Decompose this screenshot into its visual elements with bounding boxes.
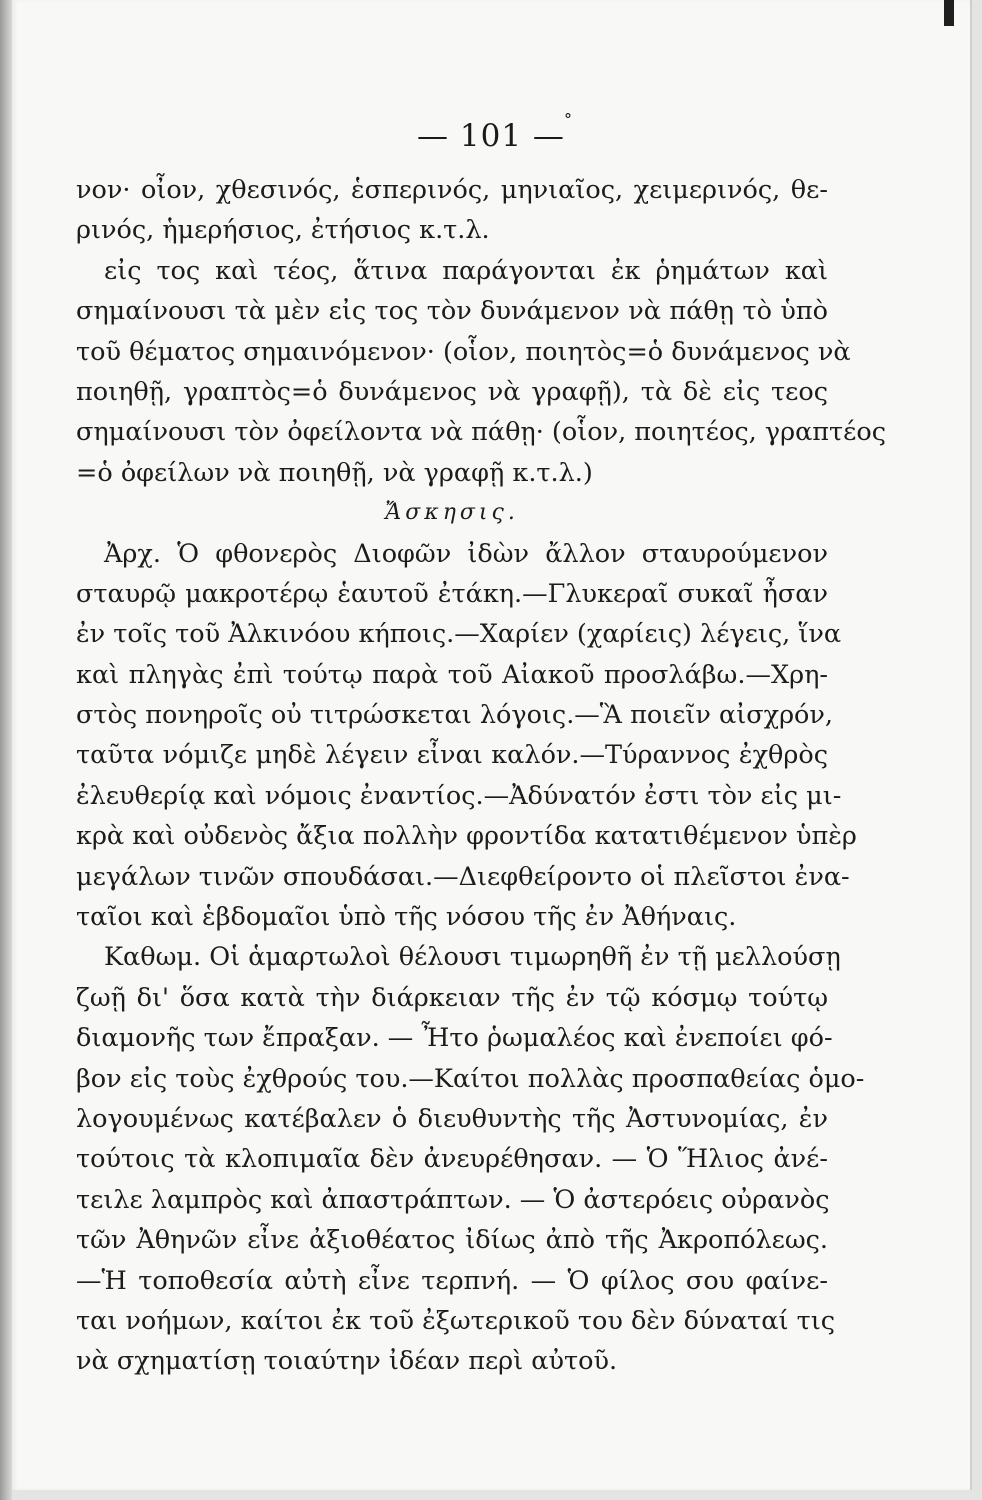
- text-line: ταῦτα νόμιζε μηδὲ λέγειν εἶναι καλόν.—Τύραννος ἐχθρὸς: [76, 740, 828, 771]
- body-text: [76, 170, 886, 1382]
- text-line: σημαίνουσι τὸν ὀφείλοντα νὰ πάθῃ· (οἷον, ποιητέος, γραπτέος: [76, 417, 886, 448]
- text-line: σημαίνουσι τὰ μὲν εἰς τος τὸν δυνάμενον νὰ πάθῃ τὸ ὑπὸ: [76, 296, 828, 327]
- text-line: εἰς τος καὶ τέος, ἅτινα παράγονται ἐκ ῥημάτων καὶ: [104, 255, 828, 286]
- text-line: λογουμένως κατέβαλεν ὁ διευθυντὴς τῆς Ἀστυνομίας, ἐν: [76, 1103, 828, 1134]
- book-page: [12, 0, 972, 1490]
- text-line: ταῖοι καὶ ἑβδομαῖοι ὑπὸ τῆς νόσου τῆς ἐν Ἀθήναις.: [76, 902, 737, 933]
- page-number-header: [12, 110, 970, 154]
- text-line: τῶν Ἀθηνῶν εἶνε ἀξιοθέατος ἰδίως ἀπὸ τῆς Ἀκροπόλεως.: [76, 1225, 828, 1256]
- text-line: ζωῇ δι' ὅσα κατὰ τὴν διάρκειαν τῆς ἐν τῷ κόσμῳ τούτῳ: [76, 982, 828, 1013]
- section-heading: Ἄσκησις.: [385, 500, 519, 526]
- text-line: κρὰ καὶ οὐδενὸς ἄξια πολλὴν φροντίδα κατατιθέμενον ὑπὲρ: [76, 821, 857, 852]
- page-number: — 101 —: [417, 118, 565, 154]
- text-line: Καθωμ. Οἱ ἁμαρτωλοὶ θέλουσι τιμωρηθῆ ἐν τῇ μελλούσῃ: [104, 942, 841, 973]
- text-line: ἐλευθερίᾳ καὶ νόμοις ἐναντίος.—Ἀδύνατόν ἐστι τὸν εἰς μι-: [76, 780, 842, 811]
- page-corner-mark: [944, 0, 954, 26]
- corner-dot: °: [564, 110, 573, 129]
- text-line: μεγάλων τινῶν σπουδάσαι.—Διεφθείροντο οἱ πλεῖστοι ἐνα-: [76, 861, 850, 892]
- book-binding-edge: [0, 0, 12, 1500]
- text-line: βον εἰς τοὺς ἐχθρούς του.—Καίτοι πολλὰς προσπαθείας ὁμο-: [76, 1063, 865, 1094]
- text-line: ποιηθῇ, γραπτὸς=ὁ δυνάμενος νὰ γραφῇ), τὰ δὲ εἰς τεος: [76, 376, 828, 407]
- text-line: διαμονῆς των ἔπραξαν. — Ἦτο ῥωμαλέος καὶ ἐνεποίει φό-: [76, 1023, 833, 1054]
- text-line: σταυρῷ μακροτέρῳ ἑαυτοῦ ἐτάκη.—Γλυκεραῖ συκαῖ ἦσαν: [76, 578, 828, 609]
- text-line: ρινός, ἡμερήσιος, ἐτήσιος κ.τ.λ.: [76, 215, 490, 246]
- text-line: ἐν τοῖς τοῦ Ἀλκινόου κήποις.—Χαρίεν (χαρίεις) λέγεις, ἵνα: [76, 619, 842, 650]
- text-line: τούτοις τὰ κλοπιμαῖα δὲν ἀνευρέθησαν. — Ὁ Ἥλιος ἀνέ-: [76, 1144, 828, 1175]
- text-line: =ὁ ὀφείλων νὰ ποιηθῇ, νὰ γραφῇ κ.τ.λ.): [76, 457, 593, 488]
- text-line: καὶ πληγὰς ἐπὶ τούτῳ παρὰ τοῦ Αἰακοῦ προσλάβω.—Χρη-: [76, 659, 828, 690]
- text-line: νὰ σχηματίσῃ τοιαύτην ἰδέαν περὶ αὐτοῦ.: [76, 1346, 618, 1377]
- text-line: —Ἡ τοποθεσία αὐτὴ εἶνε τερπνή. — Ὁ φίλος σου φαίνε-: [76, 1265, 828, 1296]
- text-line: τειλε λαμπρὸς καὶ ἀπαστράπτων. — Ὁ ἀστερόεις οὐρανὸς: [76, 1184, 830, 1215]
- text-line: τοῦ θέματος σημαινόμενον· (οἷον, ποιητὸς=ὁ δυνάμενος νὰ: [76, 336, 851, 367]
- text-line: Ἀρχ. Ὁ φθονερὸς Διοφῶν ἰδὼν ἄλλον σταυρούμενον: [104, 538, 828, 569]
- text-line: νον· οἶον, χθεσινός, ἑσπερινός, μηνιαῖος, χειμερινός, θε-: [76, 175, 828, 205]
- text-line: στὸς πονηροῖς οὐ τιτρώσκεται λόγοις.—Ἃ ποιεῖν αἰσχρόν,: [76, 700, 834, 731]
- text-line: ται νοήμων, καίτοι ἐκ τοῦ ἐξωτερικοῦ του δὲν δύναταί τις: [76, 1305, 835, 1336]
